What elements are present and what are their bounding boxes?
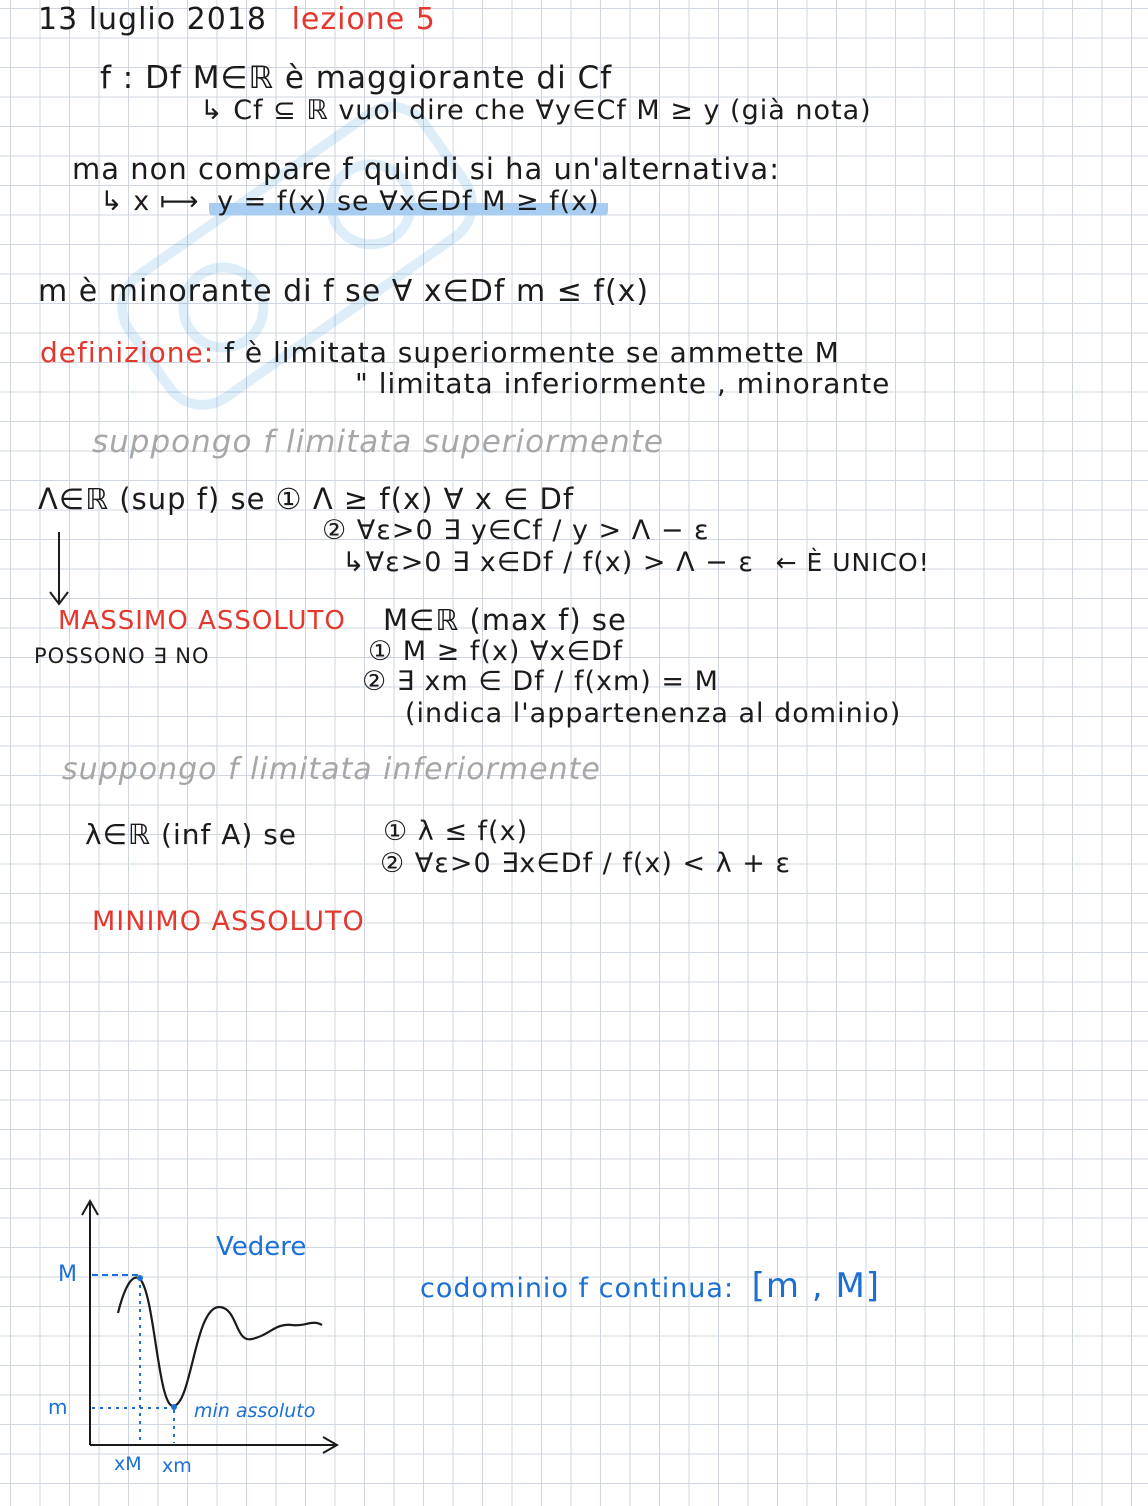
label-M: M — [58, 1262, 77, 1287]
note-line-1: f : Df M∈ℝ è maggiorante di Cf — [100, 60, 613, 96]
min-assoluto-label: min assoluto — [194, 1400, 316, 1422]
max-line-4: (indica l'appartenenza al dominio) — [405, 698, 902, 729]
sup-line-3: ↳∀ε>0 ∃ x∈Df / f(x) > Λ − ε — [342, 547, 754, 578]
max-possono-note: POSSONO ∃ NO — [34, 644, 210, 668]
highlighted-condition: y = f(x) se ∀x∈Df M ≥ f(x) — [209, 186, 608, 217]
max-point — [137, 1275, 143, 1281]
sup-line-2: ② ∀ε>0 ∃ y∈Cf / y > Λ − ε — [322, 515, 710, 546]
function-sketch — [30, 1185, 370, 1485]
sup-heading: suppongo f limitata superiormente — [92, 424, 664, 460]
max-line-3: ② ∃ xm ∈ Df / f(xm) = M — [362, 666, 719, 697]
inf-cond-2: ② ∀ε>0 ∃x∈Df / f(x) < λ + ε — [380, 848, 792, 879]
definition-text: f è limitata superiormente se ammette M — [214, 336, 840, 369]
min-label: MINIMO ASSOLUTO — [92, 906, 365, 937]
min-point — [171, 1404, 177, 1410]
sup-unique-note: ← È UNICO! — [775, 548, 930, 577]
max-line-1: M∈ℝ (max f) se — [383, 603, 627, 637]
note-line-5: m è minorante di f se ∀ x∈Df m ≤ f(x) — [38, 274, 650, 309]
sup-line-3-wrap — [342, 547, 930, 578]
definition-line-2: " limitata inferiormente , minorante — [355, 367, 891, 400]
sup-line-1: Λ∈ℝ (sup f) se ① Λ ≥ f(x) ∀ x ∈ Df — [38, 482, 575, 516]
inf-line-1: λ∈ℝ (inf A) se — [85, 818, 298, 851]
lesson-label: lezione 5 — [291, 2, 436, 37]
max-label: MASSIMO ASSOLUTO — [58, 606, 346, 636]
definition-label: definizione: — [40, 336, 215, 369]
label-m: m — [48, 1395, 68, 1419]
date-label: 13 luglio 2018 — [38, 2, 268, 37]
inf-cond-1: ① λ ≤ f(x) — [383, 816, 529, 847]
down-arrow-icon — [44, 530, 74, 610]
label-xm: xm — [162, 1455, 192, 1477]
note-line-4 — [100, 186, 608, 217]
codominio-text: codominio f continua: — [420, 1273, 735, 1304]
codominio-line — [420, 1266, 880, 1306]
mapping-arrow: ↳ x ⟼ — [100, 186, 210, 217]
function-curve — [118, 1277, 322, 1406]
max-line-2: ① M ≥ f(x) ∀x∈Df — [368, 636, 624, 667]
label-xM: xM — [114, 1453, 142, 1475]
definition-line — [40, 336, 840, 369]
codominio-interval: [m , M] — [751, 1266, 881, 1306]
inf-heading: suppongo f limitata inferiormente — [62, 752, 601, 787]
note-line-2: ↳ Cf ⊆ ℝ vuol dire che ∀y∈Cf M ≥ y (già nota) — [200, 95, 872, 126]
note-line-3: ma non compare f quindi si ha un'alternativa: — [72, 152, 780, 186]
vedere-label: Vedere — [216, 1232, 307, 1262]
